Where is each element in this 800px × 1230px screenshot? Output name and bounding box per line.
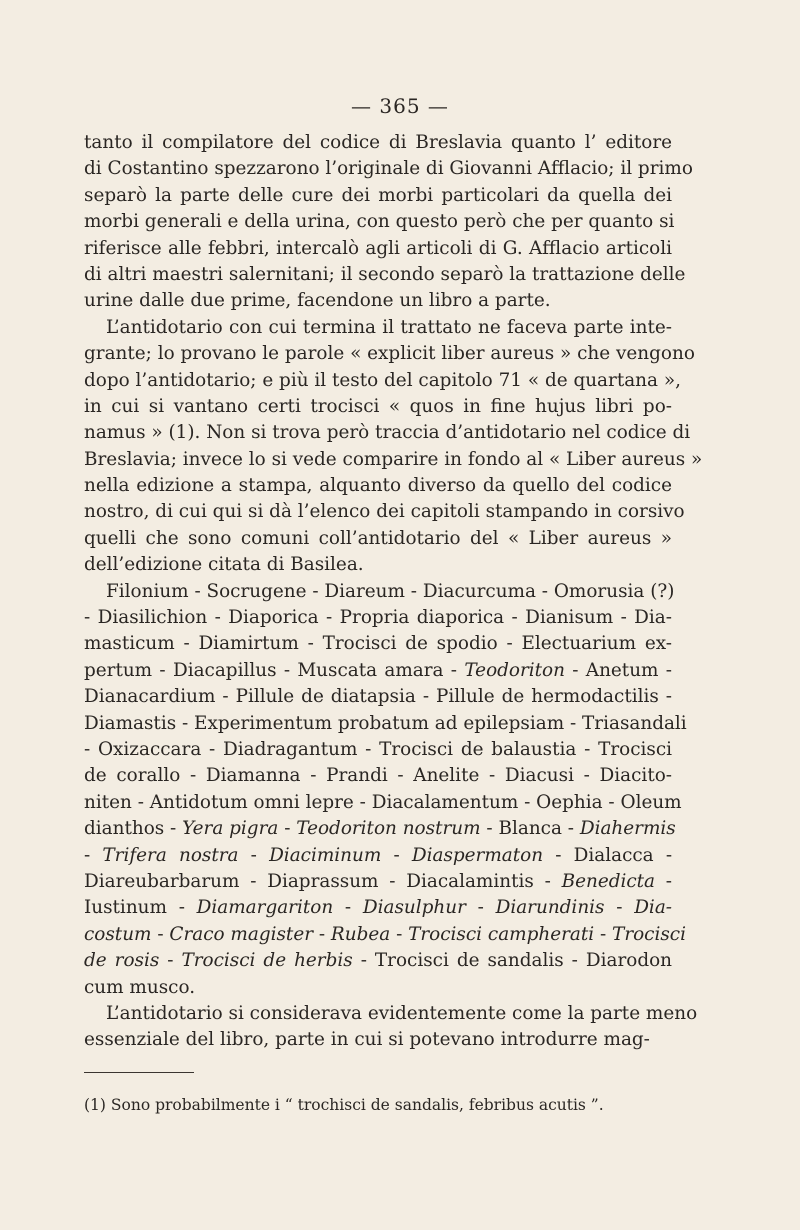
text-line	[84, 737, 672, 763]
text-run: -	[333, 897, 363, 919]
text-run: Yera pigra	[182, 818, 279, 840]
text-line	[84, 315, 672, 341]
text-line	[84, 684, 672, 710]
text-run: Teodoriton nostrum	[296, 818, 481, 840]
text-run: cum musco.	[84, 976, 196, 998]
text-run: Diamargariton	[196, 897, 334, 919]
text-run: Filonium - Socrugene - Diareum - Diacurcuma - Omorusia (?)	[106, 580, 675, 602]
text-run: -	[390, 923, 409, 945]
text-run: nella edizione a stampa, alquanto diverso da quello del codice	[84, 475, 672, 497]
text-line	[84, 711, 687, 737]
text-line	[84, 1001, 698, 1027]
text-run: de corallo - Diamanna - Prandi - Anelite - Diacusi - Diacito-	[84, 765, 672, 787]
text-run: namus » (1). Non si trova però traccia d’antidotario nel codice di	[84, 422, 691, 444]
text-run: niten - Antidotum omni lepre - Diacalamentum - Oephia - Oleum	[84, 791, 682, 813]
text-run: -	[465, 897, 496, 919]
text-run: - Dialacca -	[543, 844, 673, 866]
text-line	[84, 394, 672, 420]
text-line	[84, 368, 681, 394]
text-line	[84, 763, 672, 789]
text-run: Diamastis - Experimentum probatum ad epilepsiam - Triasandali	[84, 712, 687, 734]
text-line	[84, 631, 672, 657]
footnote: (1) Sono probabilmente i “ trochisci de sandalis, febribus acutis ”.	[84, 1096, 604, 1114]
text-run: Diahermis	[579, 818, 676, 840]
page-number: — 365 —	[351, 94, 449, 118]
text-run: in cui si vantano certi trocisci « quos in fine hujus libri po-	[84, 395, 672, 417]
text-run: de rosis	[84, 950, 160, 972]
text-run: L’antidotario si considerava evidentemente come la parte meno	[106, 1002, 698, 1024]
text-run: -	[594, 923, 613, 945]
text-run: - Trocisci de sandalis - Diarodon	[352, 950, 673, 972]
text-line	[84, 183, 672, 209]
text-run: Diareubarbarum - Diaprassum - Diacalamintis -	[84, 870, 562, 892]
text-run: Diasulphur	[362, 897, 466, 919]
text-run: - Blanca -	[480, 818, 580, 840]
text-run: Trifera nostra	[102, 844, 239, 866]
text-run: Trocisci de herbis	[181, 950, 353, 972]
text-run: -	[278, 818, 297, 840]
text-line	[84, 447, 703, 473]
text-run: Benedicta	[561, 870, 656, 892]
text-line	[84, 156, 693, 182]
text-run: masticum - Diamirtum - Trocisci de spodio - Electuarium ex-	[84, 633, 672, 655]
text-run: Breslavia; invece lo si vede comparire in fondo al « Liber aureus »	[84, 448, 703, 470]
text-line	[84, 579, 675, 605]
text-run: Trocisci campherati	[408, 923, 595, 945]
text-run: dopo l’antidotario; e più il testo del capitolo 71 « de quartana »,	[84, 369, 681, 391]
text-run: L’antidotario con cui termina il trattato ne faceva parte inte-	[106, 316, 672, 338]
text-run: Teodoriton	[464, 659, 565, 681]
text-line	[84, 420, 691, 446]
text-run: essenziale del libro, parte in cui si potevano introdurre mag-	[84, 1029, 650, 1051]
text-line	[84, 922, 686, 948]
text-run: nostro, di cui qui si dà l’elenco dei capitoli stampando in corsivo	[84, 501, 685, 523]
text-run: Craco magister	[169, 923, 313, 945]
text-line	[84, 869, 672, 895]
text-run: Dianacardium - Pillule de diatapsia - Pillule de hermodactilis -	[84, 686, 672, 708]
text-run: Diaciminum	[269, 844, 382, 866]
text-run: quelli che sono comuni coll’antidotario del « Liber aureus »	[84, 527, 672, 549]
text-run: Rubea	[330, 923, 391, 945]
text-line	[84, 843, 672, 869]
text-run: costum	[84, 923, 152, 945]
footnote-rule	[84, 1072, 194, 1073]
text-run: urine dalle due prime, facendone un libro a parte.	[84, 290, 551, 312]
text-run: tanto il compilatore del codice di Breslavia quanto l’ editore	[84, 132, 672, 153]
text-run: di Costantino spezzarono l’originale di Giovanni Afflacio; il primo	[84, 158, 693, 180]
text-line	[84, 948, 672, 974]
text-run: separò la parte delle cure dei morbi particolari da quella dei	[84, 184, 672, 206]
text-line	[84, 288, 672, 314]
text-run: -	[84, 844, 103, 866]
text-line	[84, 975, 672, 1001]
text-line	[84, 499, 685, 525]
text-run: -	[151, 923, 170, 945]
text-run: riferisce alle febbri, intercalò agli articoli di G. Afflacio articoli	[84, 237, 672, 259]
text-line	[84, 658, 672, 684]
text-line	[84, 552, 672, 578]
text-run: - Anetum -	[564, 659, 673, 681]
text-run: -	[159, 950, 182, 972]
text-line	[84, 130, 672, 156]
text-run: -	[313, 923, 331, 945]
text-line	[84, 341, 695, 367]
text-run: Dia-	[634, 897, 672, 919]
body-text	[84, 130, 703, 1054]
text-run: -	[655, 870, 672, 892]
text-line	[84, 1027, 672, 1053]
text-run: - Diasilichion - Diaporica - Propria diaporica - Dianisum - Dia-	[84, 607, 672, 629]
text-run: -	[604, 897, 635, 919]
text-run: morbi generali e della urina, con questo però che per quanto si	[84, 211, 675, 233]
text-line	[84, 605, 672, 631]
text-run: Trocisci	[612, 923, 686, 945]
text-run: -	[381, 844, 412, 866]
text-line	[84, 209, 675, 235]
text-run: Diaspermaton	[411, 844, 544, 866]
text-line	[84, 790, 682, 816]
text-run: pertum - Diacapillus - Muscata amara -	[84, 659, 465, 681]
text-run: dell’edizione citata di Basilea.	[84, 554, 364, 576]
text-line	[84, 816, 676, 842]
text-run: -	[238, 844, 270, 866]
text-run: dianthos -	[84, 818, 183, 840]
text-run: di altri maestri salernitani; il secondo separò la trattazione delle	[84, 263, 686, 285]
text-line	[84, 526, 672, 552]
text-line	[84, 895, 672, 921]
text-run: grante; lo provano le parole « explicit liber aureus » che vengono	[84, 343, 695, 365]
text-line	[84, 236, 672, 262]
text-run: Diarundinis	[495, 897, 605, 919]
text-run: - Oxizaccara - Diadragantum - Trocisci de balaustia - Trocisci	[84, 738, 672, 760]
text-line	[84, 473, 672, 499]
text-line	[84, 262, 686, 288]
text-run: Iustinum -	[84, 897, 197, 919]
